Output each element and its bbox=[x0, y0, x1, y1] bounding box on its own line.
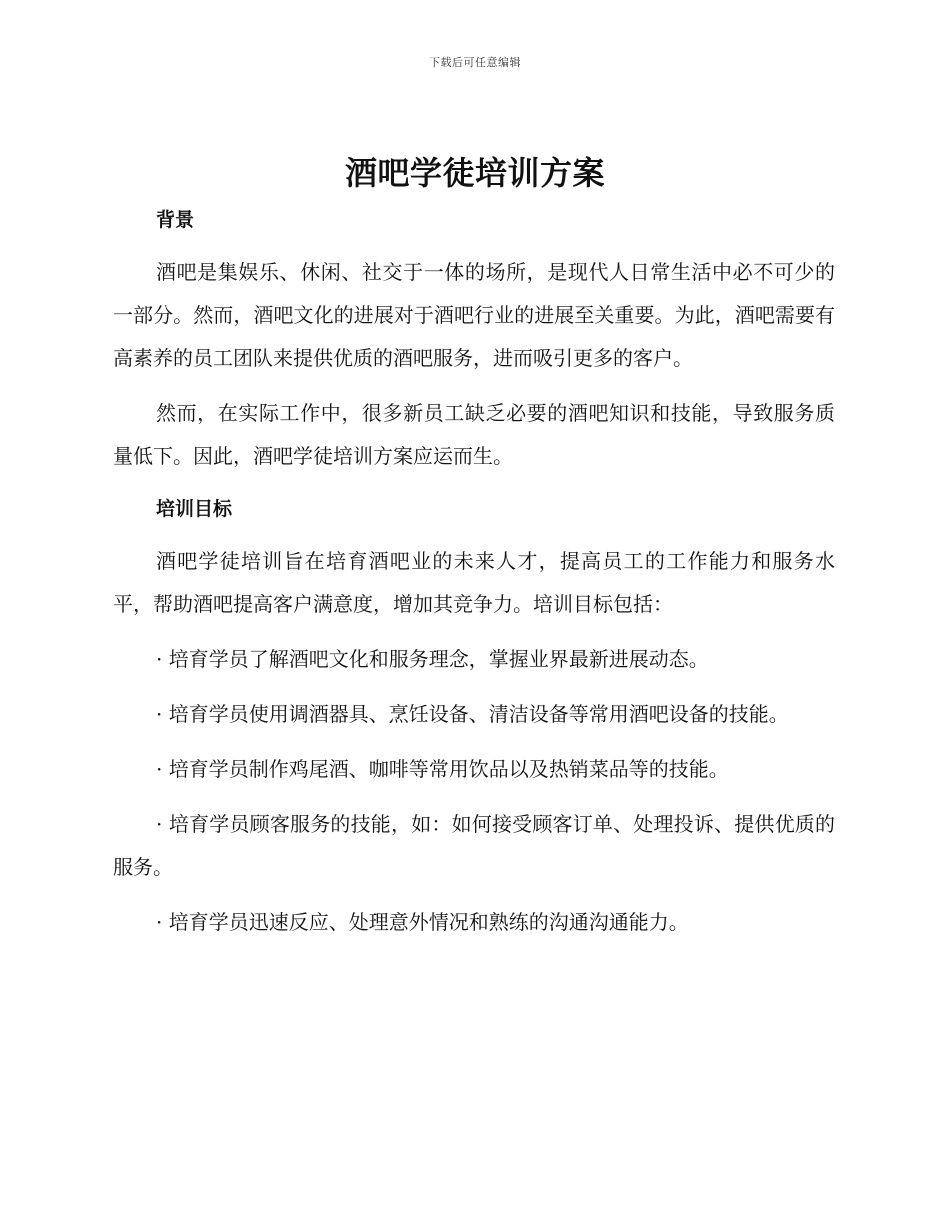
paragraph: 酒吧是集娱乐、休闲、社交于一体的场所，是现代人日常生活中必不可少的一部分。然而，酒吧文化的进展对于酒吧行业的进展至关重要。为此，酒吧需要有高素养的员工团队来提供优质的酒吧服务，进而吸引更多的客户。 bbox=[113, 260, 835, 370]
list-item: · 培育学员迅速反应、处理意外情况和熟练的沟通沟通能力。 bbox=[156, 910, 689, 934]
list-item: · 培育学员了解酒吧文化和服务理念，掌握业界最新进展动态。 bbox=[156, 647, 709, 671]
document-body bbox=[113, 205, 835, 944]
paragraph: 酒吧学徒培训旨在培育酒吧业的未来人才，提高员工的工作能力和服务水平，帮助酒吧提高客户满意度，增加其竞争力。培训目标包括： bbox=[113, 549, 835, 616]
list-item: · 培育学员顾客服务的技能，如：如何接受顾客订单、处理投诉、提供优质的服务。 bbox=[113, 812, 835, 879]
paragraph: 然而，在实际工作中，很多新员工缺乏必要的酒吧知识和技能，导致服务质量低下。因此，酒吧学徒培训方案应运而生。 bbox=[113, 401, 835, 468]
section-heading-training-goals: 培训目标 bbox=[156, 498, 233, 520]
section-heading-background: 背景 bbox=[156, 209, 195, 231]
document-title: 酒吧学徒培训方案 bbox=[344, 154, 605, 192]
list-item: · 培育学员制作鸡尾酒、咖啡等常用饮品以及热销菜品等的技能。 bbox=[156, 757, 729, 781]
list-item: · 培育学员使用调酒器具、烹饪设备、清洁设备等常用酒吧设备的技能。 bbox=[156, 702, 789, 726]
page-header: 下载后可任意编辑 bbox=[429, 56, 521, 69]
